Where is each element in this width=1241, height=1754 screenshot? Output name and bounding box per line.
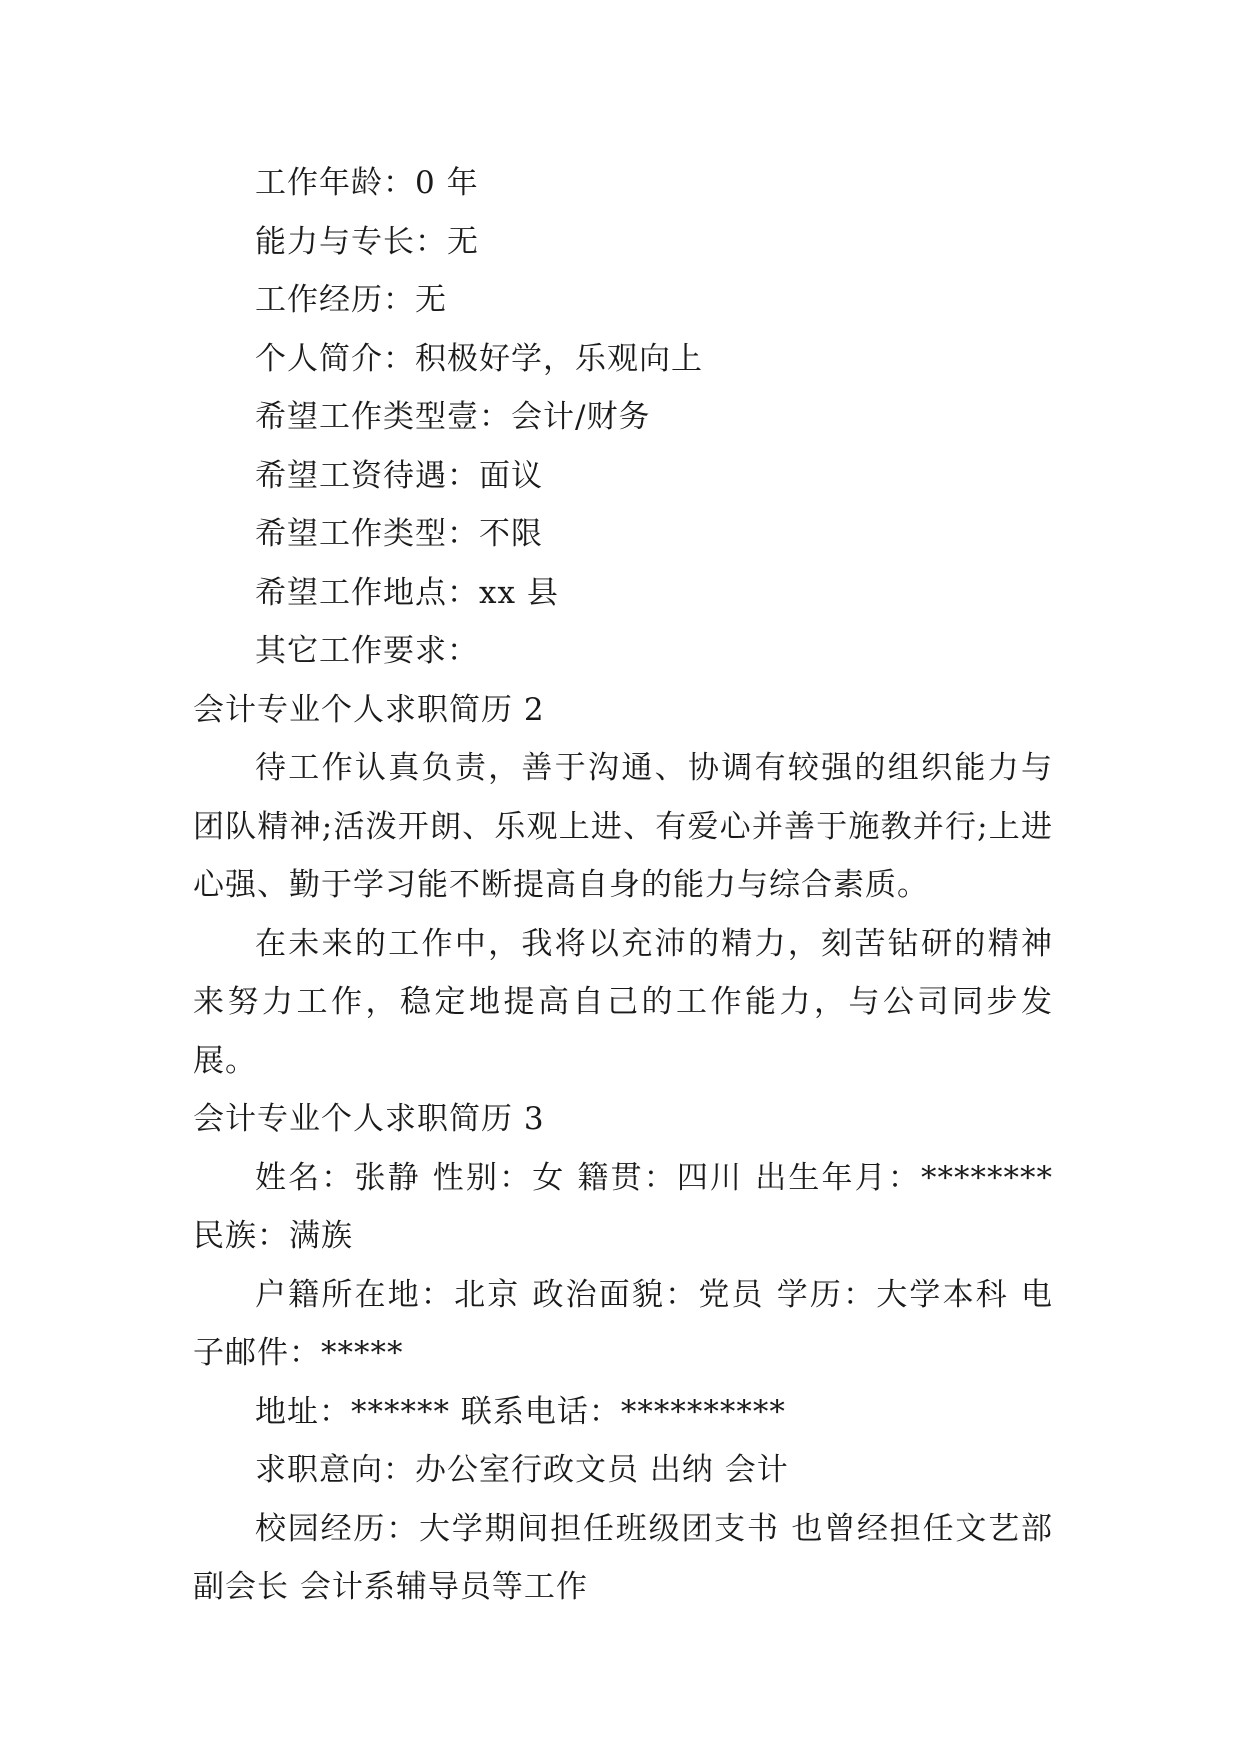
paragraph-basic-info: 姓名：张静 性别：女 籍贯：四川 出生年月：******** 民族：满族	[193, 1159, 1053, 1254]
section-heading-3: 会计专业个人求职简历 3	[193, 1101, 545, 1137]
field-job-type-1: 希望工作类型壹：会计/财务	[255, 399, 651, 435]
field-location: 希望工作地点：xx 县	[255, 574, 559, 611]
field-salary: 希望工资待遇：面议	[255, 457, 543, 494]
field-experience: 工作经历：无	[255, 282, 447, 318]
document-body	[193, 154, 1053, 1617]
paragraph-contact-info: 地址：****** 联系电话：**********	[255, 1393, 786, 1430]
field-skills: 能力与专长：无	[255, 223, 479, 260]
field-job-type: 希望工作类型：不限	[255, 516, 543, 552]
paragraph-self-evaluation: 待工作认真负责，善于沟通、协调有较强的组织能力与团队精神;活泼开朗、乐观上进、有爱心并善于施教并行;上进心强、勤于学习能不断提高自身的能力与综合素质。	[193, 750, 1053, 903]
paragraph-residence-info: 户籍所在地：北京 政治面貌：党员 学历：大学本科 电子邮件：*****	[193, 1276, 1053, 1371]
section-heading-2: 会计专业个人求职简历 2	[193, 691, 545, 728]
paragraph-future-plan: 在未来的工作中，我将以充沛的精力，刻苦钻研的精神来努力工作，稳定地提高自己的工作能力，与公司同步发展。	[193, 925, 1053, 1079]
paragraph-job-intent: 求职意向：办公室行政文员 出纳 会计	[255, 1452, 789, 1488]
paragraph-campus-experience: 校园经历：大学期间担任班级团支书 也曾经担任文艺部副会长 会计系辅导员等工作	[193, 1510, 1053, 1605]
field-other-requirements: 其它工作要求：	[255, 633, 479, 669]
field-work-age: 工作年龄：0 年	[255, 165, 479, 201]
field-intro: 个人简介：积极好学，乐观向上	[255, 340, 703, 377]
